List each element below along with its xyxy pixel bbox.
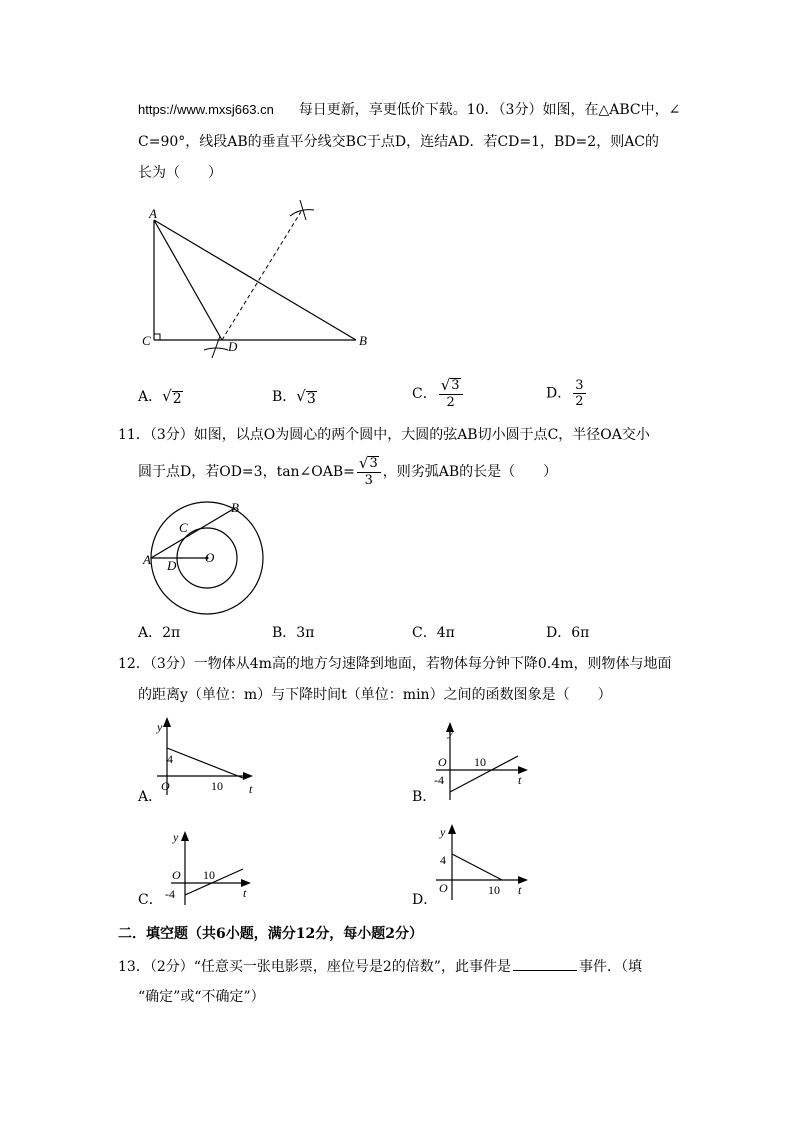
svg-text:10: 10 [203, 868, 215, 882]
svg-text:y: y [173, 830, 179, 844]
q13-line1: 13．（2分）“任意买一张电影票，座位号是2的倍数”，此事件是 事件．（填 [118, 956, 642, 977]
svg-text:4: 4 [167, 752, 173, 766]
q11-line1: 11．（3分）如图，以点O为圆心的两个圆中，大圆的弦AB切小圆于点C，半径OA交小 [118, 427, 650, 443]
svg-text:-4: -4 [434, 773, 444, 787]
q11-option-b[interactable]: B．3π [272, 625, 315, 641]
svg-text:t: t [249, 782, 253, 796]
q10-option-a[interactable]: A． √ 2 [138, 387, 182, 407]
q12-option-b[interactable]: B． [412, 789, 437, 805]
svg-text:y: y [157, 720, 163, 734]
label-O: O [205, 550, 215, 565]
svg-text:4: 4 [440, 853, 446, 867]
q10-triangle-figure [130, 196, 390, 366]
svg-text:-4: -4 [165, 887, 175, 901]
q12-graph-b [432, 720, 542, 805]
q11-line2: 圆于点D，若OD=3，tan∠OAB= √ 3 3 ，则劣弧AB的长是（ ） [138, 454, 558, 488]
q11-circles-figure [135, 498, 265, 616]
q10-line1 [138, 100, 680, 120]
q13-line2: “确定”或“不确定”） [138, 989, 265, 1005]
q12-option-d[interactable]: D． [412, 892, 438, 908]
svg-text:t: t [518, 883, 522, 897]
q10-stem-1: 10．（3分）如图，在△ABC中，∠ [466, 102, 681, 118]
q12-option-a[interactable]: A． [138, 789, 163, 805]
label-D: D [167, 558, 177, 573]
header-url[interactable]: https://www.mxsj663.cn [138, 102, 274, 117]
q11-option-c[interactable]: C．4π [412, 625, 455, 641]
svg-text:O: O [172, 868, 181, 882]
svg-text:t: t [243, 886, 247, 900]
svg-text:10: 10 [488, 883, 500, 897]
header-slogan: 每日更新，享更低价下载。 [298, 102, 467, 118]
label-C: C [179, 520, 188, 535]
q11-option-d[interactable]: D．6π [546, 625, 590, 641]
q12-option-c[interactable]: C． [138, 892, 163, 908]
svg-text:10: 10 [211, 779, 223, 793]
q12-line1: 12．（3分）一物体从4m高的地方匀速降到地面，若物体每分钟下降0.4m，则物体与地面 [118, 656, 672, 672]
label-A: A [143, 552, 151, 567]
svg-text:t: t [518, 773, 522, 787]
q11-option-a[interactable]: A．2π [138, 625, 181, 641]
label-B: B [359, 333, 367, 348]
q10-option-c[interactable]: C． √ 3 2 [412, 378, 465, 410]
q13-answer-blank[interactable] [513, 956, 577, 971]
svg-text:y: y [440, 825, 446, 839]
svg-text:O: O [439, 881, 448, 895]
label-C: C [142, 333, 151, 348]
q12-graph-c [157, 825, 267, 910]
q10-option-b[interactable]: B． √ 3 [272, 387, 316, 407]
q10-line3: 长为（ ） [138, 165, 222, 181]
svg-text:y: y [448, 725, 454, 739]
svg-text:O: O [161, 779, 170, 793]
label-B: B [231, 500, 239, 515]
q12-line2: 的距离y（单位：m）与下降时间t（单位：min）之间的函数图象是（ ） [138, 687, 612, 703]
q10-line2: C=90°，线段AB的垂直平分线交BC于点D，连结AD．若CD=1，BD=2，则AC的 [138, 134, 660, 150]
label-D: D [228, 339, 238, 354]
svg-text:O: O [438, 755, 447, 769]
section-2-title: 二．填空题（共6小题，满分12分，每小题2分） [118, 926, 423, 942]
q12-graph-d [432, 820, 542, 905]
q12-graph-a [155, 715, 265, 800]
label-A: A [149, 206, 157, 221]
svg-text:10: 10 [474, 755, 486, 769]
q10-option-d[interactable]: D． $\frac{3}{2}$ [546, 378, 584, 409]
